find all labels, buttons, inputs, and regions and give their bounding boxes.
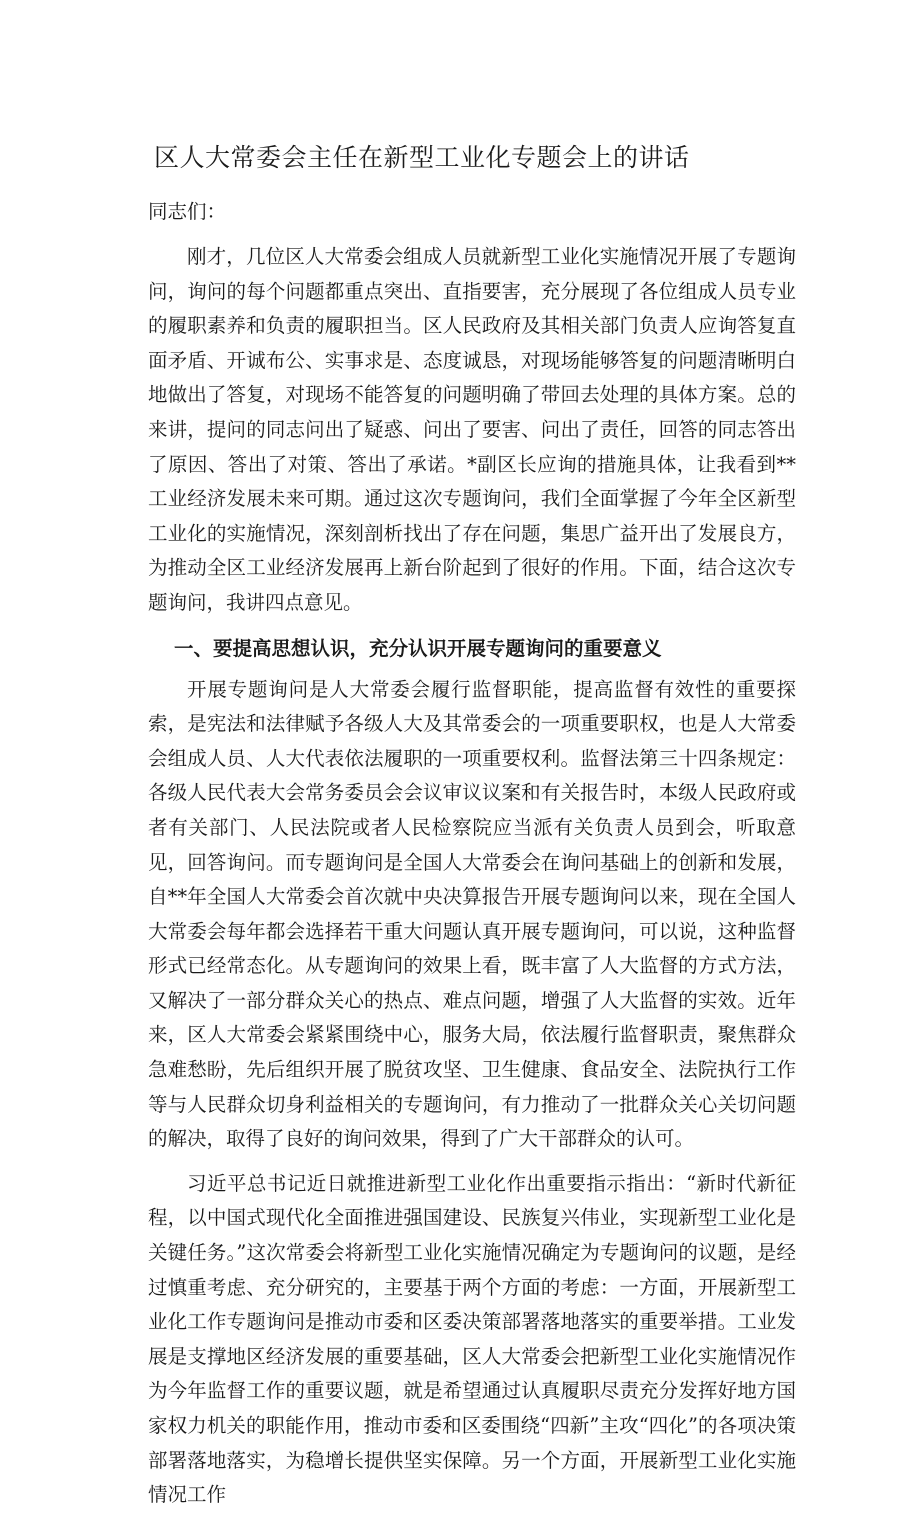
document-body — [148, 138, 796, 1523]
section-heading-1: 一、要提高思想认识，充分认识开展专题询问的重要意义 — [174, 636, 662, 660]
paragraph-supervision-significance: 开展专题询问是人大常委会履行监督职能，提高监督有效性的重要探索，是宪法和法律赋予各级人大及其常委会的一项重要职权，也是人大常委会组成人员、人大代表依法履职的一项重要权利。监督法第三十四条规定：各级人民代表大会常务委员会会议审议议案和有关报告时，本级人民政府或者有关部门、人民法院或者人民检察院应当派有关负责人员到会，听取意见，回答询问。而专题询问是全国人大常委会在询问基础上的创新和发展，自**年全国人大常委会首次就中央决算报告开展专题询问以来，现在全国人大常委会每年都会选择若干重大问题认真开展专题询问，可以说，这种监督形式已经常态化。从专题询问的效果上看，既丰富了人大监督的方式方法，又解决了一部分群众关心的热点、难点问题，增强了人大监督的实效。近年来，区人大常委会紧紧围绕中心，服务大局，依法履行监督职责，聚焦群众急难愁盼，先后组织开展了脱贫攻坚、卫生健康、食品安全、法院执行工作等与人民群众切身利益相关的专题询问，有力推动了一批群众关心关切问题的解决，取得了良好的询问效果，得到了广大干部群众的认可。 — [148, 677, 796, 1151]
paragraph-opening: 刚才，几位区人大常委会组成人员就新型工业化实施情况开展了专题询问，询问的每个问题都重点突出、直指要害，充分展现了各位组成人员专业的履职素养和负责的履职担当。区人民政府及其相关部门负责人应询答复直面矛盾、开诚布公、实事求是、态度诚恳，对现场能够答复的问题清晰明白地做出了答复，对现场不能答复的问题明确了带回去处理的具体方案。总的来讲，提问的同志问出了疑惑、问出了要害、问出了责任，回答的同志答出了原因、答出了对策、答出了承诺。*副区长应询的措施具体，让我看到**工业经济发展未来可期。通过这次专题询问，我们全面掌握了今年全区新型工业化的实施情况，深刻剖析找出了存在问题，集思广益开出了发展良方，为推动全区工业经济发展再上新台阶起到了很好的作用。下面，结合这次专题询问，我讲四点意见。 — [148, 245, 796, 614]
document-title: 区人大常委会主任在新型工业化专题会上的讲话 — [154, 143, 690, 172]
salutation: 同志们： — [148, 200, 227, 223]
paragraph-new-industrialization-directive: 习近平总书记近日就推进新型工业化作出重要指示指出：“新时代新征程，以中国式现代化全面推进强国建设、民族复兴伟业，实现新型工业化是关键任务。”这次常委会将新型工业化实施情况确定为专题询问的议题，是经过慎重考虑、充分研究的，主要基于两个方面的考虑：一方面，开展新型工业化工作专题询问是推动市委和区委决策部署落地落实的重要举措。工业发展是支撑地区经济发展的重要基础，区人大常委会把新型工业化实施情况作为今年监督工作的重要议题，就是希望通过认真履职尽责充分发挥好地方国家权力机关的职能作用，推动市委和区委围绕“四新”主攻“四化”的各项决策部署落地落实，为稳增长提供坚实保障。另一个方面，开展新型工业化实施情况工作 — [148, 1171, 796, 1507]
